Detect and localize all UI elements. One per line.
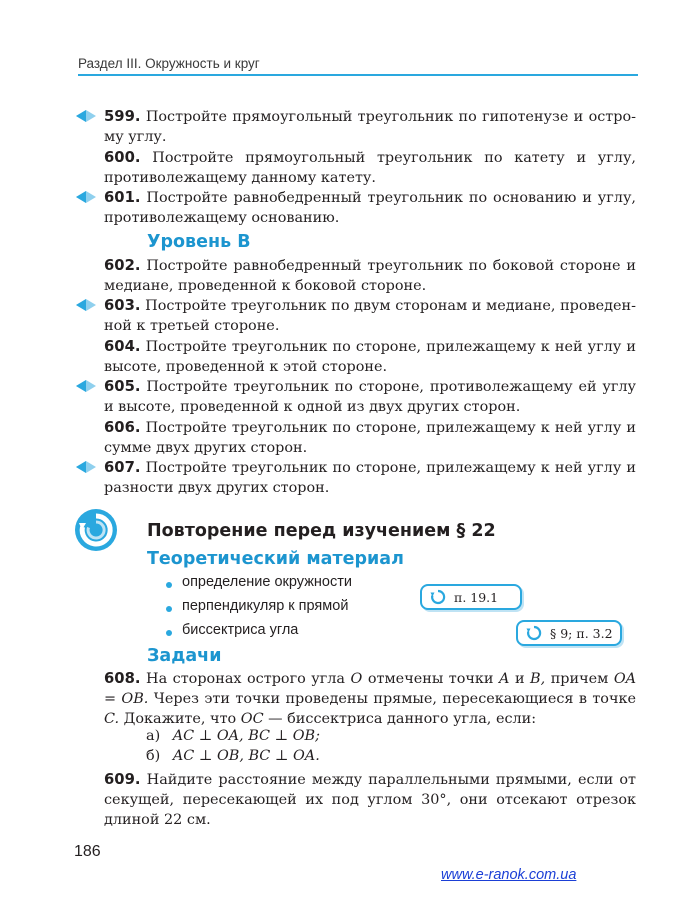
review-cycle-icon: [74, 508, 118, 552]
cycle-icon: [430, 589, 446, 605]
list-item: биссектриса угла: [166, 622, 352, 646]
list-item: определение окружности: [166, 574, 352, 598]
running-header: Раздел III. Окружность и круг: [78, 56, 260, 71]
difficulty-marker-icon: [74, 190, 98, 204]
problem-606: [104, 418, 636, 458]
tasks-heading: Задачи: [147, 646, 222, 666]
problem-text: Постройте треугольник по стороне, противолежащему ей углу и высоте, проведенной к одной из двух других сторон.: [104, 379, 636, 415]
problem-text: Постройте прямоугольный треугольник по катету и углу, противолежащему данному катету.: [104, 150, 636, 186]
problem-599: [104, 107, 636, 147]
review-section-title: Повторение перед изучением § 22: [147, 521, 496, 541]
problem-number: 599.: [104, 108, 141, 125]
cycle-icon: [526, 625, 542, 641]
difficulty-marker-icon: [74, 298, 98, 312]
problem-608-item-b: б) AC ⊥ OB, BC ⊥ OA.: [146, 748, 320, 764]
reference-box: [420, 584, 522, 610]
problem-601: [104, 188, 636, 228]
theory-list: [166, 574, 352, 646]
problem-608: 608. На сторонах острого угла O отмечены точки A и B, причем OA = OB. Через эти точки проведены прямые, пересекающиеся в точке C. Докажите, что OC — биссектриса данного угла, если:: [104, 670, 637, 727]
problem-number: 605.: [104, 378, 141, 395]
publisher-site-link[interactable]: www.e-ranok.com.ua: [441, 867, 577, 883]
list-item: перпендикуляр к прямой: [166, 598, 352, 622]
theory-heading: Теоретический материал: [147, 549, 404, 569]
problem-number: 601.: [104, 189, 141, 206]
problem-number: 604.: [104, 338, 141, 355]
level-b-heading: Уровень В: [147, 232, 251, 252]
difficulty-marker-icon: [74, 460, 98, 474]
bullet-dot-icon: [166, 606, 172, 612]
difficulty-marker-icon: [74, 109, 98, 123]
reference-text: § 9; п. 3.2: [550, 625, 613, 641]
problem-605: [104, 377, 636, 417]
reference-text: п. 19.1: [454, 589, 499, 605]
page-number: 186: [74, 843, 101, 860]
problem-600: [104, 148, 636, 188]
problem-602: [104, 256, 636, 296]
problem-number: 609.: [104, 771, 141, 788]
problem-text: Постройте треугольник по стороне, прилежащему к ней углу и разности двух других сторон.: [104, 460, 636, 496]
problem-number: 608.: [104, 670, 141, 687]
header-rule: [78, 74, 638, 76]
problem-number: 606.: [104, 419, 141, 436]
problem-text: Найдите расстояние между параллельными прямыми, если от секущей, пересекающей их под углом 30°, они отсекают отрезок длиной 22 см.: [104, 772, 636, 828]
problem-text: Постройте прямоугольный треугольник по гипотенузе и острому углу.: [104, 109, 637, 145]
problem-text: Постройте треугольник по стороне, прилежащему к ней углу и сумме двух других сторон.: [104, 420, 636, 456]
problem-609: [104, 770, 636, 830]
problem-text: Постройте равнобедренный треугольник по основанию и углу, противолежащему основанию.: [104, 190, 636, 226]
problem-607: [104, 458, 636, 498]
problem-number: 603.: [104, 297, 141, 314]
problem-608-item-a: а) AC ⊥ OA, BC ⊥ OB;: [146, 728, 320, 744]
problem-text: Постройте равнобедренный треугольник по боковой стороне и медиане, проведенной к боковой стороне.: [104, 258, 636, 294]
bullet-dot-icon: [166, 582, 172, 588]
problem-text: Постройте треугольник по двум сторонам и медиане, проведенной к третьей стороне.: [104, 298, 636, 334]
problem-text: Постройте треугольник по стороне, прилежащему к ней углу и высоте, проведенной к этой стороне.: [104, 339, 636, 375]
problem-604: [104, 337, 636, 377]
difficulty-marker-icon: [74, 379, 98, 393]
reference-box: [516, 620, 622, 646]
problem-number: 600.: [104, 149, 141, 166]
problem-number: 607.: [104, 459, 141, 476]
problem-603: [104, 296, 636, 336]
problem-number: 602.: [104, 257, 141, 274]
bullet-dot-icon: [166, 630, 172, 636]
